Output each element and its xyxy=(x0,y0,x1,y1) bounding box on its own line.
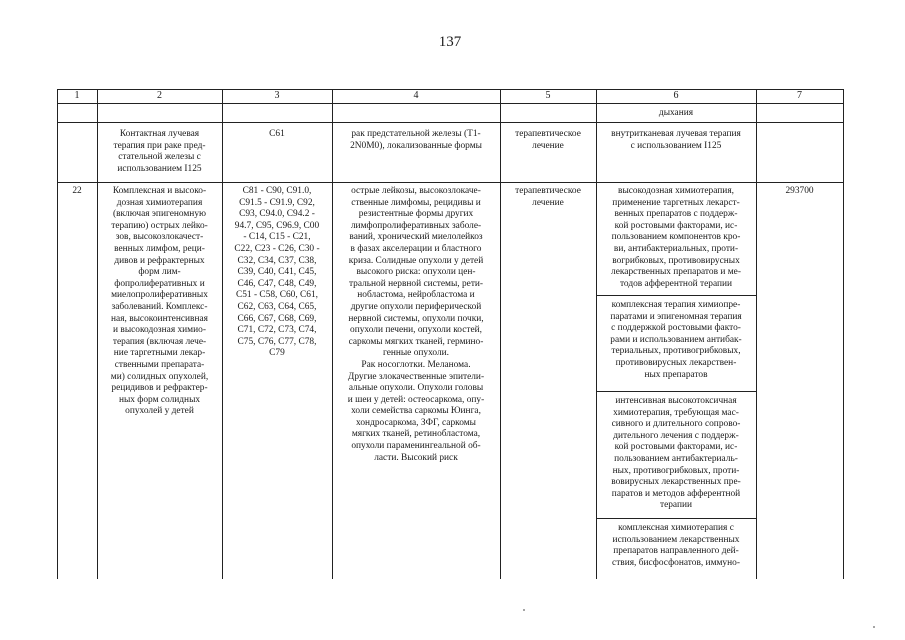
col-line-7 xyxy=(843,89,844,579)
row22-col1: 22 xyxy=(72,186,82,196)
col-line-6 xyxy=(756,89,757,579)
header-col-3: 3 xyxy=(274,90,280,101)
col6-separator-1 xyxy=(596,295,756,296)
row22-col6-item-4: комплексная химиотерапия с использованием лекарственных препаратов направленного дей- ствия, бисфосфонатов, иммуно- xyxy=(612,523,740,568)
page-number: 137 xyxy=(438,34,462,50)
row22-col6-item-1: высокодозная химиотерапия, применение таргетных лекарст- венных препаратов с поддерж- кой ростовыми факторами, ис- пользованием компонентов кро- ви, антибактериальных, проти- вогрибковых, противовирусных лекарственных препаратов и ме- тодов афферентной терапии xyxy=(611,186,741,289)
row22-col5: терапевтическое лечение xyxy=(515,186,581,208)
row22-col7: 293700 xyxy=(785,186,814,196)
continuation-col6: дыхания xyxy=(658,108,694,118)
header-col-4: 4 xyxy=(413,90,419,101)
row-prev-col2: Контактная лучевая терапия при раке пред- стательной железы с использованием I125 xyxy=(113,129,206,174)
header-col-1: 1 xyxy=(74,90,80,101)
col-line-4 xyxy=(500,89,501,579)
header-col-6: 6 xyxy=(673,90,679,101)
row-prev-bottom-line xyxy=(57,182,843,183)
col6-separator-3 xyxy=(596,518,756,519)
header-col-2: 2 xyxy=(157,90,162,101)
row22-col3: C81 - C90, C91.0, C91.5 - C91.9, C92, C93, C94.0, C94.2 - 94.7, C95, C96.9, C00 - C14, C15 - C21, C22, C23 - C26, C30 - C32, C34, C37, C38, C39, C40, C41, C45, C46, C47, C48, C49, C51 - C58, C60, C61, C62, C63, C64, C65, C66, C67, C68, C69, C71, C72, C73, C74, C75, C76, C77, C78, C79 xyxy=(234,186,320,359)
row22-col6-item-2: комплексная терапия химиопре- паратами и эпигеномная терапия с поддержкой ростовыми факто- рами и использованием антибак- териальных, противогрибковых, противовирусных лекарствен- ных препаратов xyxy=(610,300,742,380)
header-col-5: 5 xyxy=(545,90,551,101)
row-prev-col6: внутритканевая лучевая терапия с использованием I125 xyxy=(611,129,741,151)
col-line-0 xyxy=(57,89,58,579)
row-prev-col5: терапевтическое лечение xyxy=(515,129,581,151)
scan-speck xyxy=(873,626,875,628)
col6-separator-2 xyxy=(596,391,756,392)
scan-speck xyxy=(523,609,525,611)
header-bottom-line xyxy=(57,103,843,104)
row-prev-col4: рак предстательной железы (T1- 2N0M0), локализованные формы xyxy=(350,129,482,151)
row22-col6-item-3: интенсивная высокотоксичная химиотерапия, требующая мас- сивного и длительного сопрово- дительного лечения с поддерж- кой ростовыми факторами, ис- пользованием антибактериаль- ных, противогрибковых, проти- вовирусных лекарственных пре- паратов и методов афферентной терапии xyxy=(611,396,741,511)
header-col-7: 7 xyxy=(797,90,802,101)
continuation-row-line xyxy=(57,122,843,123)
row-prev-col3: C61 xyxy=(269,129,285,139)
row22-col2: Комплексная и высоко- дозная химиотерапия (включая эпигеномную терапию) острых лейко- зов, высокозлокачест- венных лимфом, реци- дивов и рефрактерных форм лим- фопролиферативных и миелопролиферативных заболеваний. Комплекс- ная, высокоинтенсивная и высокодозная химио- терапия (включая лече- ние таргетными лекар- ственными препарата- ми) солидных опухолей, рецидивов и рефрактер- ных форм солидных опухолей у детей xyxy=(110,186,209,417)
row22-col4: острые лейкозы, высокозлокаче- ственные лимфомы, рецидивы и резистентные формы других лимфопролиферативных заболе- ваний, хронический миелолейкоз в фазах акселерации и бластного криза. Солидные опухоли у детей высокого риска: опухоли цен- тральной нервной системы, рети- нобластома, нейробластома и другие опухоли периферической нервной системы, опухоли почки, опухоли печени, опухоли костей, саркомы мягких тканей, гермино- генные опухоли. Рак носоглотки. Меланома. Другие злокачественные эпители- альные опухоли. Опухоли головы и шеи у детей: остеосаркома, опу- холи семейства саркомы Юинга, хондросаркома, ЗФГ, саркомы мягких тканей, ретинобластома, опухоли параменингеальной об- ласти. Высокий риск xyxy=(347,186,485,463)
